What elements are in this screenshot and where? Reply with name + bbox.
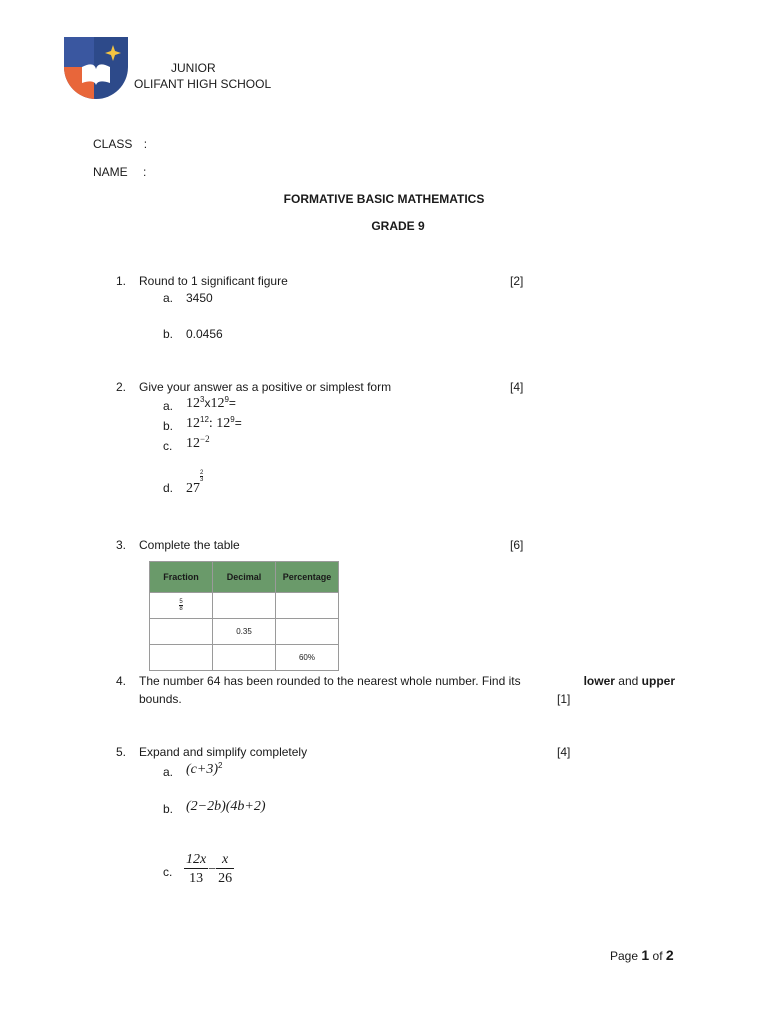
- table-cell: [150, 593, 213, 619]
- class-field: [93, 137, 147, 151]
- q2b-label: b.: [163, 419, 174, 433]
- q4-number: 4.: [116, 674, 127, 688]
- table-cell[interactable]: [276, 593, 339, 619]
- q5a-expression: $(c+3)^2$: [186, 761, 223, 777]
- name-sep: :: [143, 165, 147, 179]
- q1-text: Round to 1 significant figure: [139, 274, 288, 288]
- q5-number: 5.: [116, 745, 127, 759]
- table-cell[interactable]: [150, 619, 213, 645]
- q5c-expression: $\frac{12x}{13}$ − $\frac{x}{26}$: [186, 852, 233, 886]
- q2d-exponent-fraction: $\frac{2}{3}$: [200, 470, 204, 484]
- header-percentage: Percentage: [276, 562, 339, 593]
- table-cell[interactable]: [276, 619, 339, 645]
- q2b-expression: $12^{12}$: $12^9=$: [186, 415, 242, 431]
- table-header-row: [150, 562, 339, 593]
- q3-number: 3.: [116, 538, 127, 552]
- q3-marks: [6]: [510, 538, 524, 552]
- school-name-line2: OLIFANT HIGH SCHOOL: [134, 77, 272, 91]
- q3-text: Complete the table: [139, 538, 240, 552]
- name-label: NAME: [93, 165, 128, 179]
- q2d-label: d.: [163, 481, 174, 495]
- q4-line1: The number 64 has been rounded to the nearest whole number. Find its lower and upper: [139, 674, 675, 688]
- school-logo: [64, 37, 130, 102]
- table-row: [150, 619, 339, 645]
- fraction-five-eighths: $\frac{5}{8}$: [179, 599, 183, 612]
- page-indicator: Page 1 of 2: [610, 947, 674, 963]
- q2c-label: c.: [163, 439, 173, 453]
- q5c-label: c.: [163, 865, 173, 879]
- table-row: [150, 645, 339, 671]
- q1b-label: b.: [163, 327, 174, 341]
- q4-marks: [1]: [557, 692, 571, 706]
- school-name-line1: JUNIOR: [171, 61, 216, 75]
- q1b-value: 0.0456: [186, 327, 223, 341]
- q5c-fraction-2: $\frac{x}{26}$: [218, 852, 233, 886]
- q2-marks: [4]: [510, 380, 524, 394]
- q2d-expression: 27 $\frac{2}{3}$: [186, 470, 204, 496]
- q1a-label: a.: [163, 291, 174, 305]
- q5c-fraction-1: $\frac{12x}{13}$: [186, 852, 207, 886]
- q1-number: 1.: [116, 274, 127, 288]
- q5a-label: a.: [163, 765, 174, 779]
- q2a-label: a.: [163, 399, 174, 413]
- q5b-expression: (2−2b)(4b+2): [186, 799, 266, 814]
- q2a-expression: $12^3x12^9=$: [186, 395, 236, 411]
- table-cell[interactable]: [150, 645, 213, 671]
- q5b-label: b.: [163, 802, 174, 816]
- q2c-expression: $12^{-2}$: [186, 434, 210, 451]
- q2-text: Give your answer as a positive or simplest form: [139, 380, 392, 394]
- class-label: CLASS: [93, 137, 133, 151]
- q5-text: Expand and simplify completely: [139, 745, 308, 759]
- table-cell: 60%: [276, 645, 339, 671]
- q1a-value: 3450: [186, 291, 213, 305]
- q1-marks: [2]: [510, 274, 524, 288]
- table-cell[interactable]: [213, 645, 276, 671]
- class-sep: :: [143, 137, 148, 151]
- name-field: [93, 165, 146, 179]
- header-fraction: Fraction: [150, 562, 213, 593]
- q5-marks: [4]: [557, 745, 571, 759]
- q2-number: 2.: [116, 380, 127, 394]
- grade-title: GRADE 9: [371, 219, 425, 233]
- table-row: [150, 593, 339, 619]
- table-cell: 0.35: [213, 619, 276, 645]
- table-cell[interactable]: [213, 593, 276, 619]
- page-title: FORMATIVE BASIC MATHEMATICS: [283, 192, 485, 206]
- q4-line2: bounds.: [139, 692, 182, 706]
- conversion-table: [149, 561, 339, 671]
- header-decimal: Decimal: [213, 562, 276, 593]
